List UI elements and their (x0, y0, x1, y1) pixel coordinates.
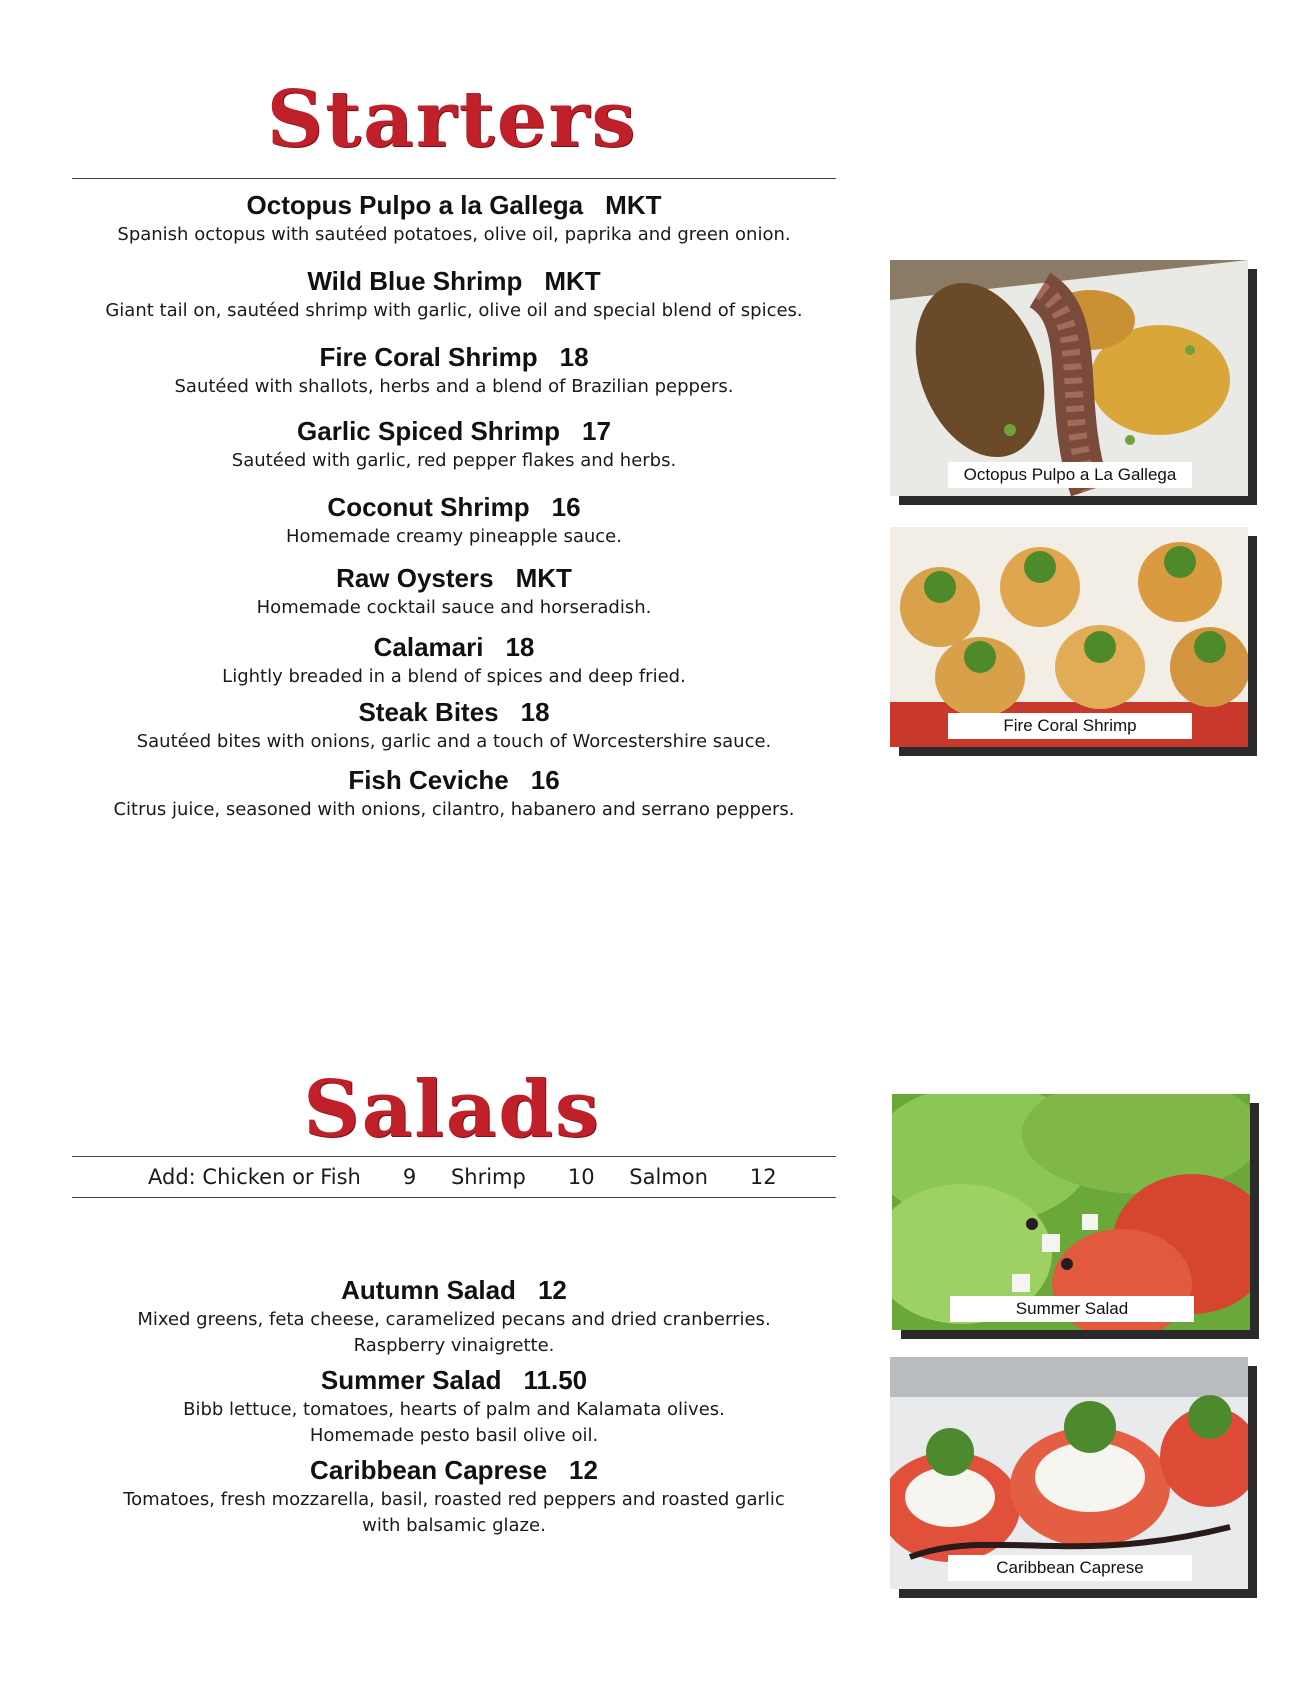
item-name: Raw Oysters (336, 563, 494, 593)
menu-item-garlic-spiced-shrimp (72, 416, 836, 474)
addon-label: Add: Chicken or Fish (148, 1165, 361, 1189)
item-price: 16 (530, 765, 560, 795)
item-price: 12 (569, 1455, 598, 1485)
menu-item-autumn-salad (72, 1275, 836, 1359)
item-name: Wild Blue Shrimp (307, 266, 523, 296)
photo-summer-salad (892, 1094, 1250, 1330)
menu-item-wild-blue-shrimp (72, 266, 836, 324)
salads-title: Salads (303, 1064, 601, 1155)
item-description-line2: Raspberry vinaigrette. (353, 1335, 555, 1356)
photo-caribbean-caprese (890, 1357, 1248, 1589)
item-name: Fish Ceviche (348, 765, 509, 795)
salad-addons (148, 1163, 805, 1191)
item-price: 12 (537, 1275, 567, 1305)
item-price: 17 (582, 416, 611, 446)
item-description-line2: with balsamic glaze. (362, 1515, 546, 1536)
photo-fire-coral-shrimp (890, 527, 1248, 747)
addon-price: 10 (567, 1165, 595, 1189)
item-description: Homemade creamy pineapple sauce. (286, 526, 622, 547)
photo-caption: Fire Coral Shrimp (948, 713, 1192, 739)
item-name: Calamari (373, 632, 484, 662)
item-price: 11.50 (523, 1365, 588, 1395)
starters-divider (72, 178, 836, 179)
item-description: Sautéed with garlic, red pepper flakes and herbs. (231, 450, 677, 471)
photo-octopus (890, 260, 1248, 496)
item-description: Mixed greens, feta cheese, caramelized pecans and dried cranberries. (137, 1309, 771, 1330)
item-name: Summer Salad (320, 1365, 502, 1395)
item-description: Sautéed bites with onions, garlic and a touch of Worcestershire sauce. (136, 731, 772, 752)
menu-item-fire-coral-shrimp (72, 342, 836, 400)
item-price: MKT (605, 190, 662, 220)
item-description: Citrus juice, seasoned with onions, cilantro, habanero and serrano peppers. (113, 799, 795, 820)
menu-item-caribbean-caprese (72, 1455, 836, 1539)
item-price: 18 (520, 697, 550, 727)
item-price: 18 (505, 632, 535, 662)
item-description: Bibb lettuce, tomatoes, hearts of palm and Kalamata olives. (183, 1399, 725, 1420)
addon-price: 12 (749, 1165, 777, 1189)
salads-divider-bottom (72, 1197, 836, 1198)
octopus-photo-image (890, 260, 1248, 496)
salads-divider-top (72, 1156, 836, 1157)
item-name: Garlic Spiced Shrimp (297, 416, 561, 446)
item-name: Octopus Pulpo a la Gallega (246, 190, 584, 220)
item-name: Autumn Salad (341, 1275, 516, 1305)
item-description: Lightly breaded in a blend of spices and deep fried. (222, 666, 686, 687)
addon-label: Salmon (629, 1165, 708, 1189)
menu-item-raw-oysters (72, 563, 836, 621)
item-description: Tomatoes, fresh mozzarella, basil, roasted red peppers and roasted garlic (123, 1489, 785, 1510)
item-description: Homemade cocktail sauce and horseradish. (256, 597, 652, 618)
addon-price: 9 (402, 1165, 417, 1189)
item-name: Caribbean Caprese (310, 1455, 548, 1485)
item-description: Sautéed with shallots, herbs and a blend of Brazilian peppers. (174, 376, 734, 397)
item-description: Giant tail on, sautéed shrimp with garlic, olive oil and special blend of spices. (105, 300, 803, 321)
menu-item-octopus (72, 190, 836, 248)
item-name: Fire Coral Shrimp (319, 342, 538, 372)
item-name: Coconut Shrimp (327, 492, 530, 522)
item-name: Steak Bites (358, 697, 499, 727)
item-price: 16 (551, 492, 581, 522)
item-price: MKT (515, 563, 572, 593)
menu-item-coconut-shrimp (72, 492, 836, 550)
item-description: Spanish octopus with sautéed potatoes, olive oil, paprika and green onion. (117, 224, 791, 245)
item-price: 18 (559, 342, 589, 372)
item-description-line2: Homemade pesto basil olive oil. (309, 1425, 599, 1446)
menu-item-fish-ceviche (72, 765, 836, 823)
photo-caption: Caribbean Caprese (948, 1555, 1192, 1581)
addon-salmon (629, 1163, 776, 1191)
photo-caption: Octopus Pulpo a La Gallega (948, 462, 1192, 488)
addon-label: Shrimp (450, 1165, 526, 1189)
addon-shrimp (451, 1163, 595, 1191)
addon-chicken-fish (148, 1163, 416, 1191)
summer-salad-photo-image (892, 1094, 1250, 1330)
starters-title: Starters (266, 74, 638, 165)
item-price: MKT (544, 266, 601, 296)
menu-item-steak-bites (72, 697, 836, 755)
menu-item-calamari (72, 632, 836, 690)
photo-caption: Summer Salad (950, 1296, 1194, 1322)
menu-item-summer-salad (72, 1365, 836, 1449)
